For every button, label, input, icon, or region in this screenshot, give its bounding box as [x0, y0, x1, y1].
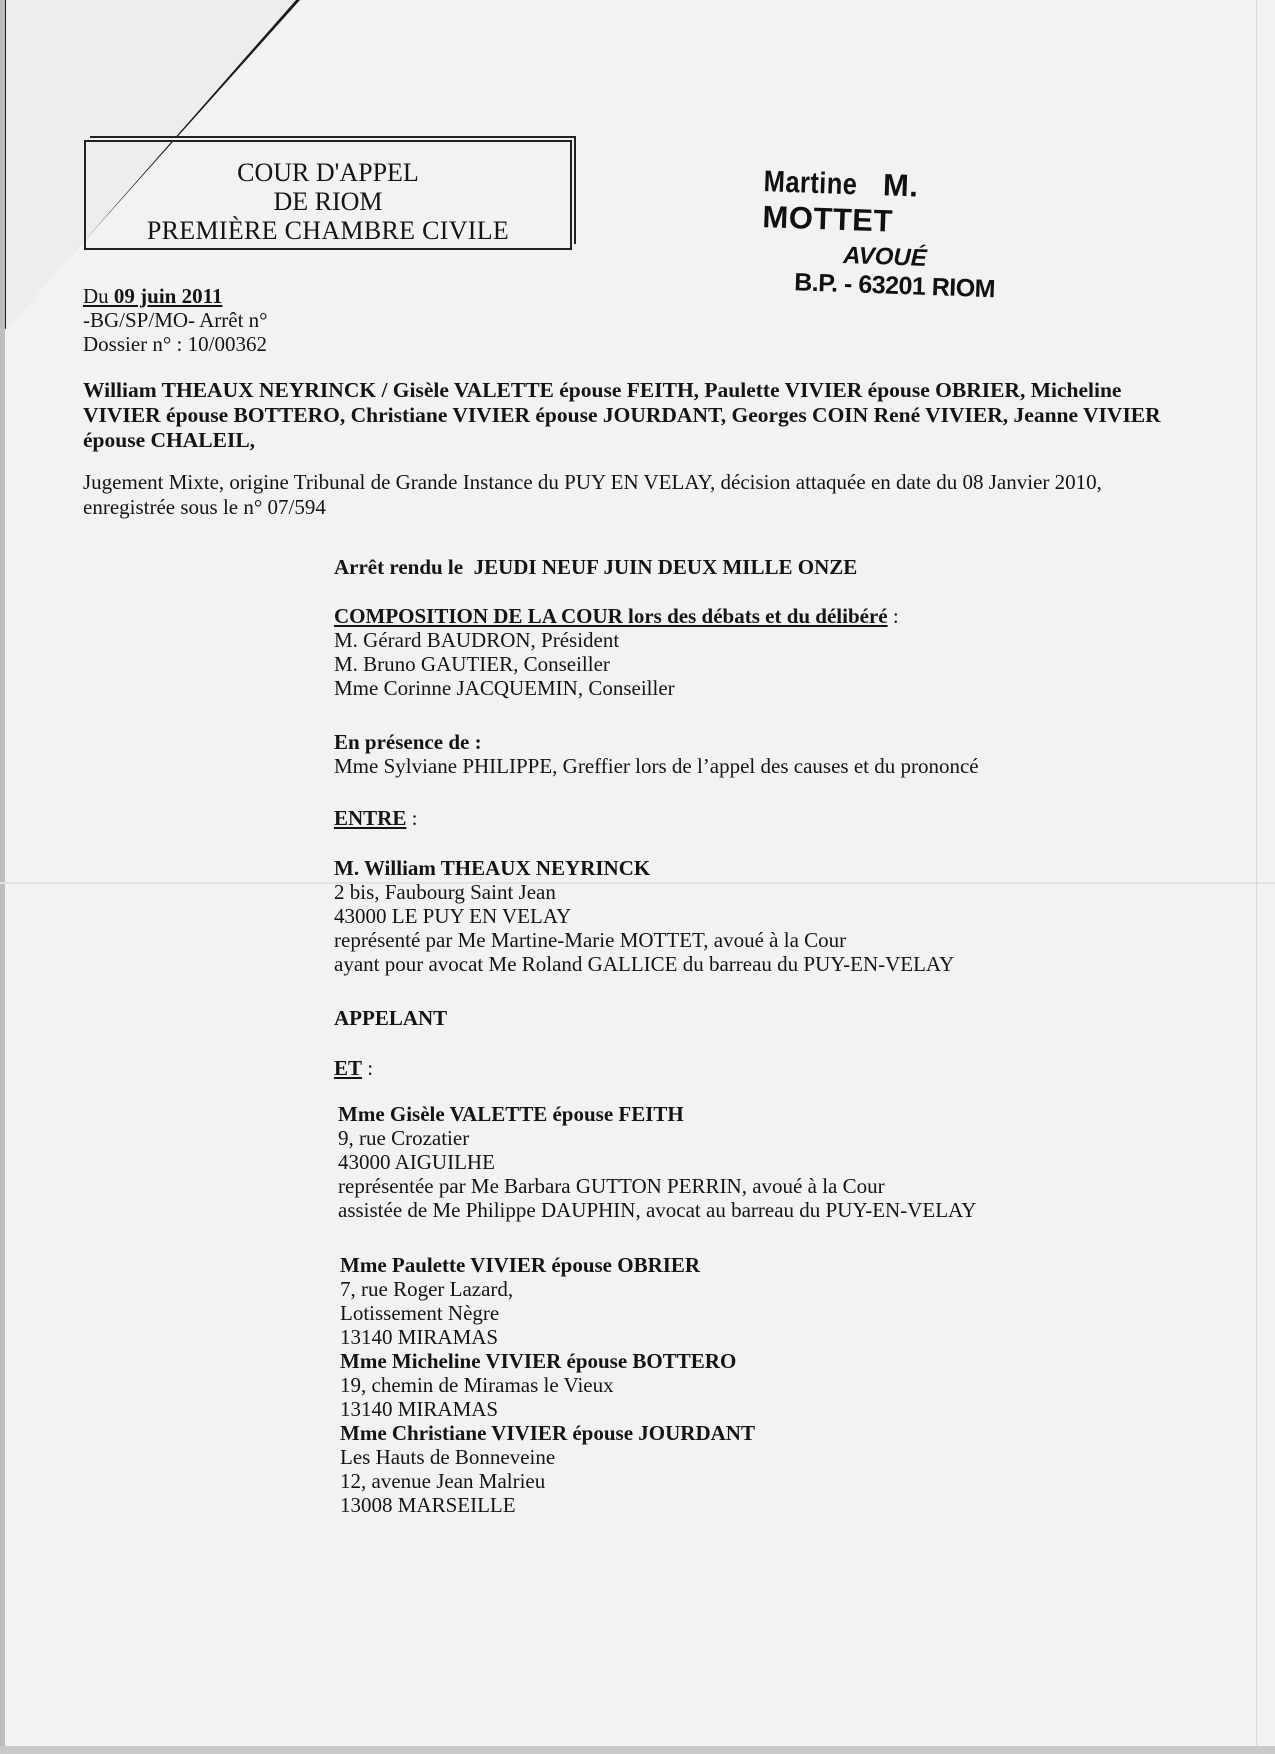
- stamp-title: AVOUÉ: [842, 241, 928, 272]
- intime-line: 13140 MIRAMAS: [340, 1325, 499, 1349]
- presence-title: En présence de :: [334, 730, 482, 754]
- appelant-line: ayant pour avocat Me Roland GALLICE du barreau du PUY-EN-VELAY: [334, 952, 955, 976]
- appelant-block: [334, 856, 954, 976]
- et-heading: ET :: [334, 1056, 374, 1080]
- intime-line: 43000 AIGUILHE: [338, 1150, 495, 1174]
- arret-rendu-prefix: Arrêt rendu le: [334, 555, 464, 579]
- court-city: DE RIOM: [273, 187, 383, 216]
- reference-block: [83, 284, 268, 356]
- intime-line: assistée de Me Philippe DAUPHIN, avocat au barreau du PUY-EN-VELAY: [338, 1198, 977, 1222]
- stamp-name-line: [762, 163, 1044, 245]
- arret-rendu-line: [334, 555, 857, 579]
- intime-line: 19, chemin de Miramas le Vieux: [340, 1373, 614, 1397]
- stamp-first-name: Martine: [763, 165, 858, 202]
- decision-date: 09 juin 2011: [113, 284, 223, 308]
- scan-bottom-edge: [0, 1746, 1275, 1754]
- composition-section: [334, 604, 899, 700]
- et-label: ET: [334, 1056, 363, 1080]
- intime-group: [340, 1253, 755, 1517]
- court-member: M. Gérard BAUDRON, Président: [334, 628, 620, 652]
- entre-label: ENTRE: [334, 806, 407, 830]
- presence-text: Mme Sylviane PHILIPPE, Greffier lors de l’appel des causes et du prononcé: [334, 754, 979, 778]
- intime-name: Mme Micheline VIVIER épouse BOTTERO: [340, 1349, 737, 1373]
- intime-name: Mme Paulette VIVIER épouse OBRIER: [340, 1253, 701, 1277]
- court-name: COUR D'APPEL: [237, 158, 419, 187]
- intime-line: 13008 MARSEILLE: [340, 1493, 516, 1517]
- arret-number: -BG/SP/MO- Arrêt n°: [83, 308, 268, 332]
- composition-heading: COMPOSITION DE LA COUR lors des débats et du délibéré :: [334, 604, 899, 628]
- appelant-line: 2 bis, Faubourg Saint Jean: [334, 880, 556, 904]
- intime-line: 7, rue Roger Lazard,: [340, 1277, 514, 1301]
- intime-line: 13140 MIRAMAS: [340, 1397, 499, 1421]
- intime-block: [338, 1102, 976, 1222]
- date-prefix: Du: [83, 284, 109, 308]
- jugement-origin: Jugement Mixte, origine Tribunal de Grande Instance du PUY EN VELAY, décision attaquée en date du 08 Janvier 2010, enregistrée sous le n° 07/594: [83, 470, 1102, 519]
- scan-left-edge: [0, 0, 5, 1754]
- intime-line: Les Hauts de Bonneveine: [340, 1445, 556, 1469]
- dossier-number: Dossier n° : 10/00362: [83, 332, 267, 356]
- entre-heading: ENTRE :: [334, 806, 418, 830]
- court-header-box: [84, 140, 572, 250]
- court-member: Mme Corinne JACQUEMIN, Conseiller: [334, 676, 675, 700]
- intime-line: 12, avenue Jean Malrieu: [340, 1469, 546, 1493]
- stamp-address: B.P. - 63201 RIOM: [793, 268, 996, 304]
- scan-right-edge: [1256, 0, 1257, 1754]
- intime-line: représentée par Me Barbara GUTTON PERRIN, avoué à la Cour: [338, 1174, 885, 1198]
- appelant-line: 43000 LE PUY EN VELAY: [334, 904, 572, 928]
- presence-section: [334, 730, 979, 778]
- appelant-name: M. William THEAUX NEYRINCK: [334, 856, 651, 880]
- intime-line: 9, rue Crozatier: [338, 1126, 470, 1150]
- stamp-name: M. MOTTET: [761, 167, 920, 239]
- appelant-role: APPELANT: [334, 1006, 448, 1030]
- parties-summary: William THEAUX NEYRINCK / Gisèle VALETTE épouse FEITH, Paulette VIVIER épouse OBRIER, Micheline VIVIER épouse BOTTERO, Christiane VIVIER épouse JOURDANT, Georges COIN René VIVIER, Jeanne VIVIER épouse CHALEIL,: [83, 378, 1161, 452]
- decision-date-line: [83, 284, 268, 308]
- intime-name: Mme Christiane VIVIER épouse JOURDANT: [340, 1421, 755, 1445]
- intime-name: Mme Gisèle VALETTE épouse FEITH: [338, 1102, 684, 1126]
- composition-title: COMPOSITION DE LA COUR lors des débats et du délibéré: [334, 604, 888, 628]
- arret-rendu-date: JEUDI NEUF JUIN DEUX MILLE ONZE: [473, 555, 858, 579]
- intime-line: Lotissement Nègre: [340, 1301, 500, 1325]
- appelant-line: représenté par Me Martine-Marie MOTTET, avoué à la Cour: [334, 928, 847, 952]
- court-member: M. Bruno GAUTIER, Conseiller: [334, 652, 610, 676]
- avoue-stamp: [760, 163, 1044, 306]
- court-chamber: PREMIÈRE CHAMBRE CIVILE: [146, 216, 510, 245]
